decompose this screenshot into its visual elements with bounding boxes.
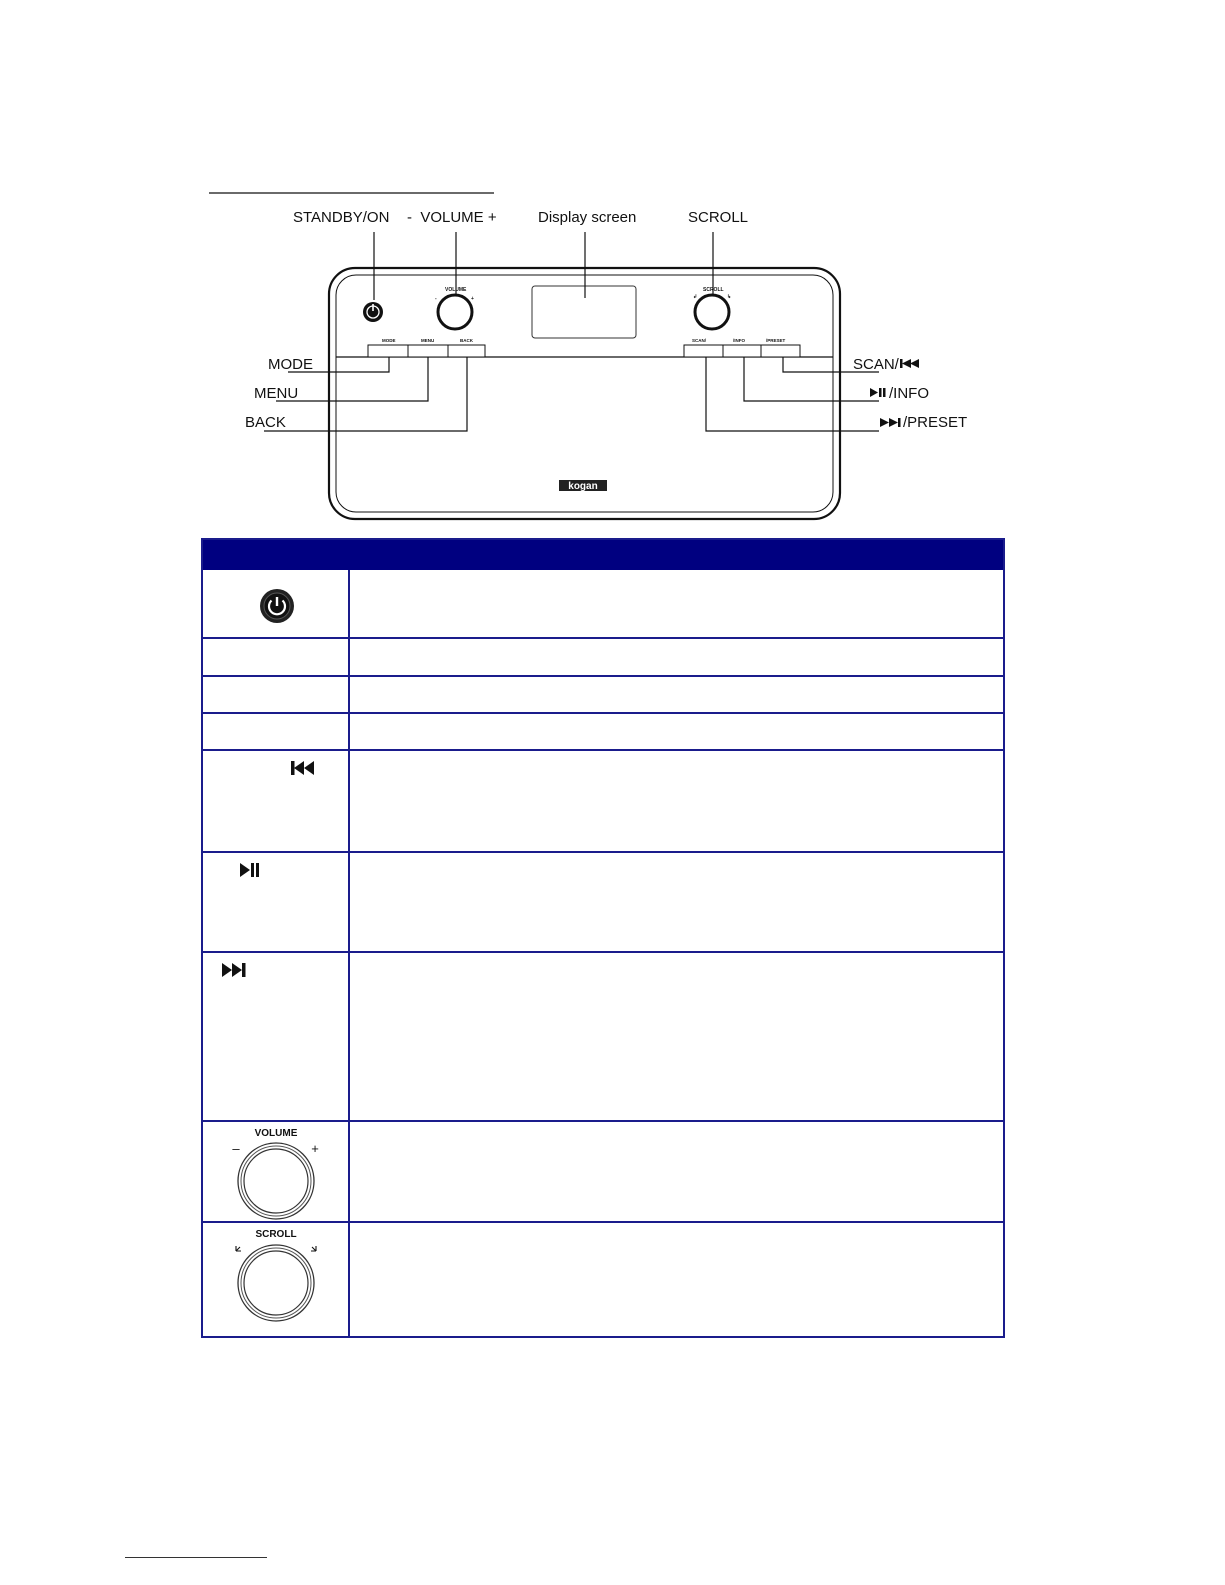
volume-knob-icon (228, 1124, 328, 1220)
knob-label-scroll: SCROLL (255, 1229, 297, 1240)
play-pause-icon (239, 862, 261, 878)
description-cell (350, 751, 1003, 851)
previous-icon (900, 359, 919, 368)
svg-text:SCAN/: SCAN/ (692, 338, 707, 343)
power-icon (259, 588, 295, 624)
device-diagram (0, 0, 1225, 530)
table-row (203, 1221, 1003, 1336)
svg-text:SCROLL: SCROLL (703, 287, 724, 293)
svg-text:–: – (232, 1141, 240, 1156)
svg-text:MENU: MENU (421, 338, 435, 343)
icon-cell (203, 853, 348, 951)
description-cell (350, 714, 1003, 749)
svg-text:VOLUME: VOLUME (445, 287, 467, 293)
scroll-knob-icon (228, 1225, 328, 1325)
device-buttons-right (684, 338, 800, 357)
svg-text:BACK: BACK (460, 338, 473, 343)
footer-link-underline (125, 1557, 267, 1558)
table-row (203, 637, 1003, 675)
description-cell (350, 639, 1003, 675)
svg-text:SCAN/: SCAN/ (853, 356, 899, 373)
table-row (203, 675, 1003, 712)
description-cell (350, 570, 1003, 637)
description-cell (350, 677, 1003, 712)
next-icon (880, 418, 901, 427)
play-pause-icon (870, 388, 886, 397)
leader-lines (264, 232, 879, 431)
device-buttons-left (368, 338, 485, 357)
table-row (203, 1120, 1003, 1221)
icon-cell (203, 639, 348, 675)
table-row (203, 712, 1003, 749)
table-row (203, 851, 1003, 951)
table-header (203, 540, 1003, 570)
previous-icon (291, 760, 317, 776)
svg-text:+: + (311, 1141, 319, 1156)
table-row (203, 749, 1003, 851)
table-row (203, 570, 1003, 637)
brand-logo (559, 480, 607, 492)
icon-cell (203, 714, 348, 749)
label-volume: - VOLUME + (407, 209, 497, 226)
icon-cell (203, 677, 348, 712)
label-display-screen: Display screen (538, 209, 637, 226)
device-volume-knob (435, 287, 474, 329)
icon-cell (203, 570, 348, 637)
controls-table (201, 538, 1005, 1338)
device-display-screen (532, 286, 636, 338)
label-standby-on: STANDBY/ON (293, 209, 390, 226)
device-power-button (363, 302, 383, 322)
device-scroll-knob (693, 287, 731, 329)
icon-cell (203, 751, 348, 851)
next-icon (221, 962, 247, 978)
table-row (203, 951, 1003, 1120)
svg-text:kogan: kogan (568, 481, 598, 492)
icon-cell (203, 953, 348, 1120)
svg-text:↳: ↳ (727, 294, 732, 300)
svg-text:+: + (471, 296, 474, 302)
svg-text:-: - (435, 296, 437, 302)
description-cell (350, 953, 1003, 1120)
svg-text:/PRESET: /PRESET (766, 338, 786, 343)
description-cell (350, 1122, 1003, 1221)
svg-text:/INFO: /INFO (889, 385, 929, 402)
label-menu: MENU (254, 385, 299, 402)
svg-text:MODE: MODE (382, 338, 396, 343)
description-cell (350, 1223, 1003, 1336)
label-mode: MODE (268, 356, 313, 373)
label-scan (853, 356, 919, 373)
icon-cell (203, 1122, 348, 1221)
svg-text:/INFO: /INFO (733, 338, 745, 343)
label-info (870, 385, 929, 402)
svg-text:/PRESET: /PRESET (903, 414, 968, 431)
icon-cell (203, 1223, 348, 1336)
description-cell (350, 853, 1003, 951)
svg-text:↲: ↲ (693, 294, 698, 300)
knob-label-volume: VOLUME (254, 1128, 298, 1139)
label-preset (880, 414, 967, 431)
label-scroll: SCROLL (688, 209, 749, 226)
label-back: BACK (245, 414, 286, 431)
